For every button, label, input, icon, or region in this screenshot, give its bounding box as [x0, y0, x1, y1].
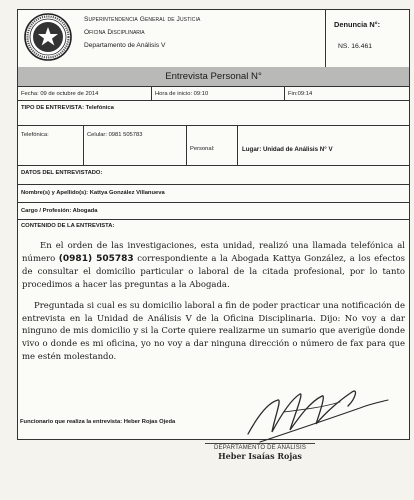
fin-field: Fin:09:14 [288, 91, 313, 97]
nombre-field: Nombre(s) y Apellido(s): Kattya González Villanueva [21, 190, 165, 196]
stamp-department: DEPARTAMENTO DE ANÁLISIS [205, 443, 315, 451]
interview-content [18, 240, 409, 372]
contenido-label: CONTENIDO DE LA ENTREVISTA: [21, 223, 115, 229]
personal-label: Personal: [190, 146, 215, 152]
telefonica-label: Telefónica: [21, 132, 49, 138]
stamp-name: Heber Isaías Rojas [218, 451, 302, 461]
row-divider [151, 87, 152, 101]
denuncia-number: NS. 16.461 [338, 43, 373, 50]
content-paragraph: Preguntada si cual es su domicilio laboral a fin de poder practicar una notificación de entrevista en la Unidad de Análisis V de la Oficina Disciplinaria. Dijo: No voy a dar ninguno de mis domicilio y si la Corte quiere realizarme un sumario que averigüe donde vivo o donde es mi oficina, yo no voy a dar ninguna dirección o número de fax para que me estén molestando. [22, 300, 405, 363]
fecha-field: Fecha: 09 de octubre de 2014 [21, 91, 99, 97]
office-name: Oficina Disciplinaria [84, 29, 145, 36]
content-paragraph [22, 240, 405, 292]
row-divider [186, 126, 187, 166]
date-time-row [18, 87, 409, 101]
paragraph-text: correspondiente a la Abogada Kattya González, a los efectos de consultar el domicilio particular o laboral de la citada profesional, por lo tanto procedimos a hacer las preguntas a la Abogada. [22, 253, 406, 290]
organization-name: Superintendencia General de Justicia [84, 16, 201, 23]
entrevistado-section-label: DATOS DEL ENTREVISTADO: [21, 170, 103, 176]
header-divider [325, 10, 326, 67]
cargo-field: Cargo / Profesión: Abogada [21, 208, 98, 214]
row-divider [237, 126, 238, 166]
contenido-row [18, 220, 409, 234]
row-divider [83, 126, 84, 166]
entrevistado-section-row [18, 166, 409, 185]
department-name: Departamento de Análisis V [84, 42, 166, 49]
tipo-entrevista-field: TIPO DE ENTREVISTA: Telefónica [21, 105, 114, 111]
contact-row [18, 126, 409, 166]
cargo-row [18, 203, 409, 220]
tipo-entrevista-row [18, 101, 409, 126]
nombre-row [18, 185, 409, 203]
organization-block [84, 13, 200, 52]
row-divider [284, 87, 285, 101]
celular-field: Celular: 0981 505783 [87, 132, 143, 138]
official-stamp [205, 443, 315, 461]
phone-number: (0981) 505783 [58, 253, 134, 264]
lugar-field: Lugar: Unidad de Análisis N° V [242, 146, 333, 153]
national-seal-icon [24, 13, 72, 61]
form-title: Entrevista Personal N° [18, 67, 409, 87]
paragraph-text: En el orden de las investigaciones, esta unidad, realizó una llamada telefónica al número [22, 241, 405, 264]
hora-inicio-field: Hora de inicio: 09:10 [155, 91, 209, 97]
form-header [18, 10, 409, 68]
funcionario-field: Funcionario que realiza la entrevista: Heber Rojas Ojeda [20, 419, 176, 425]
denuncia-label: Denuncia N°: [334, 20, 381, 29]
